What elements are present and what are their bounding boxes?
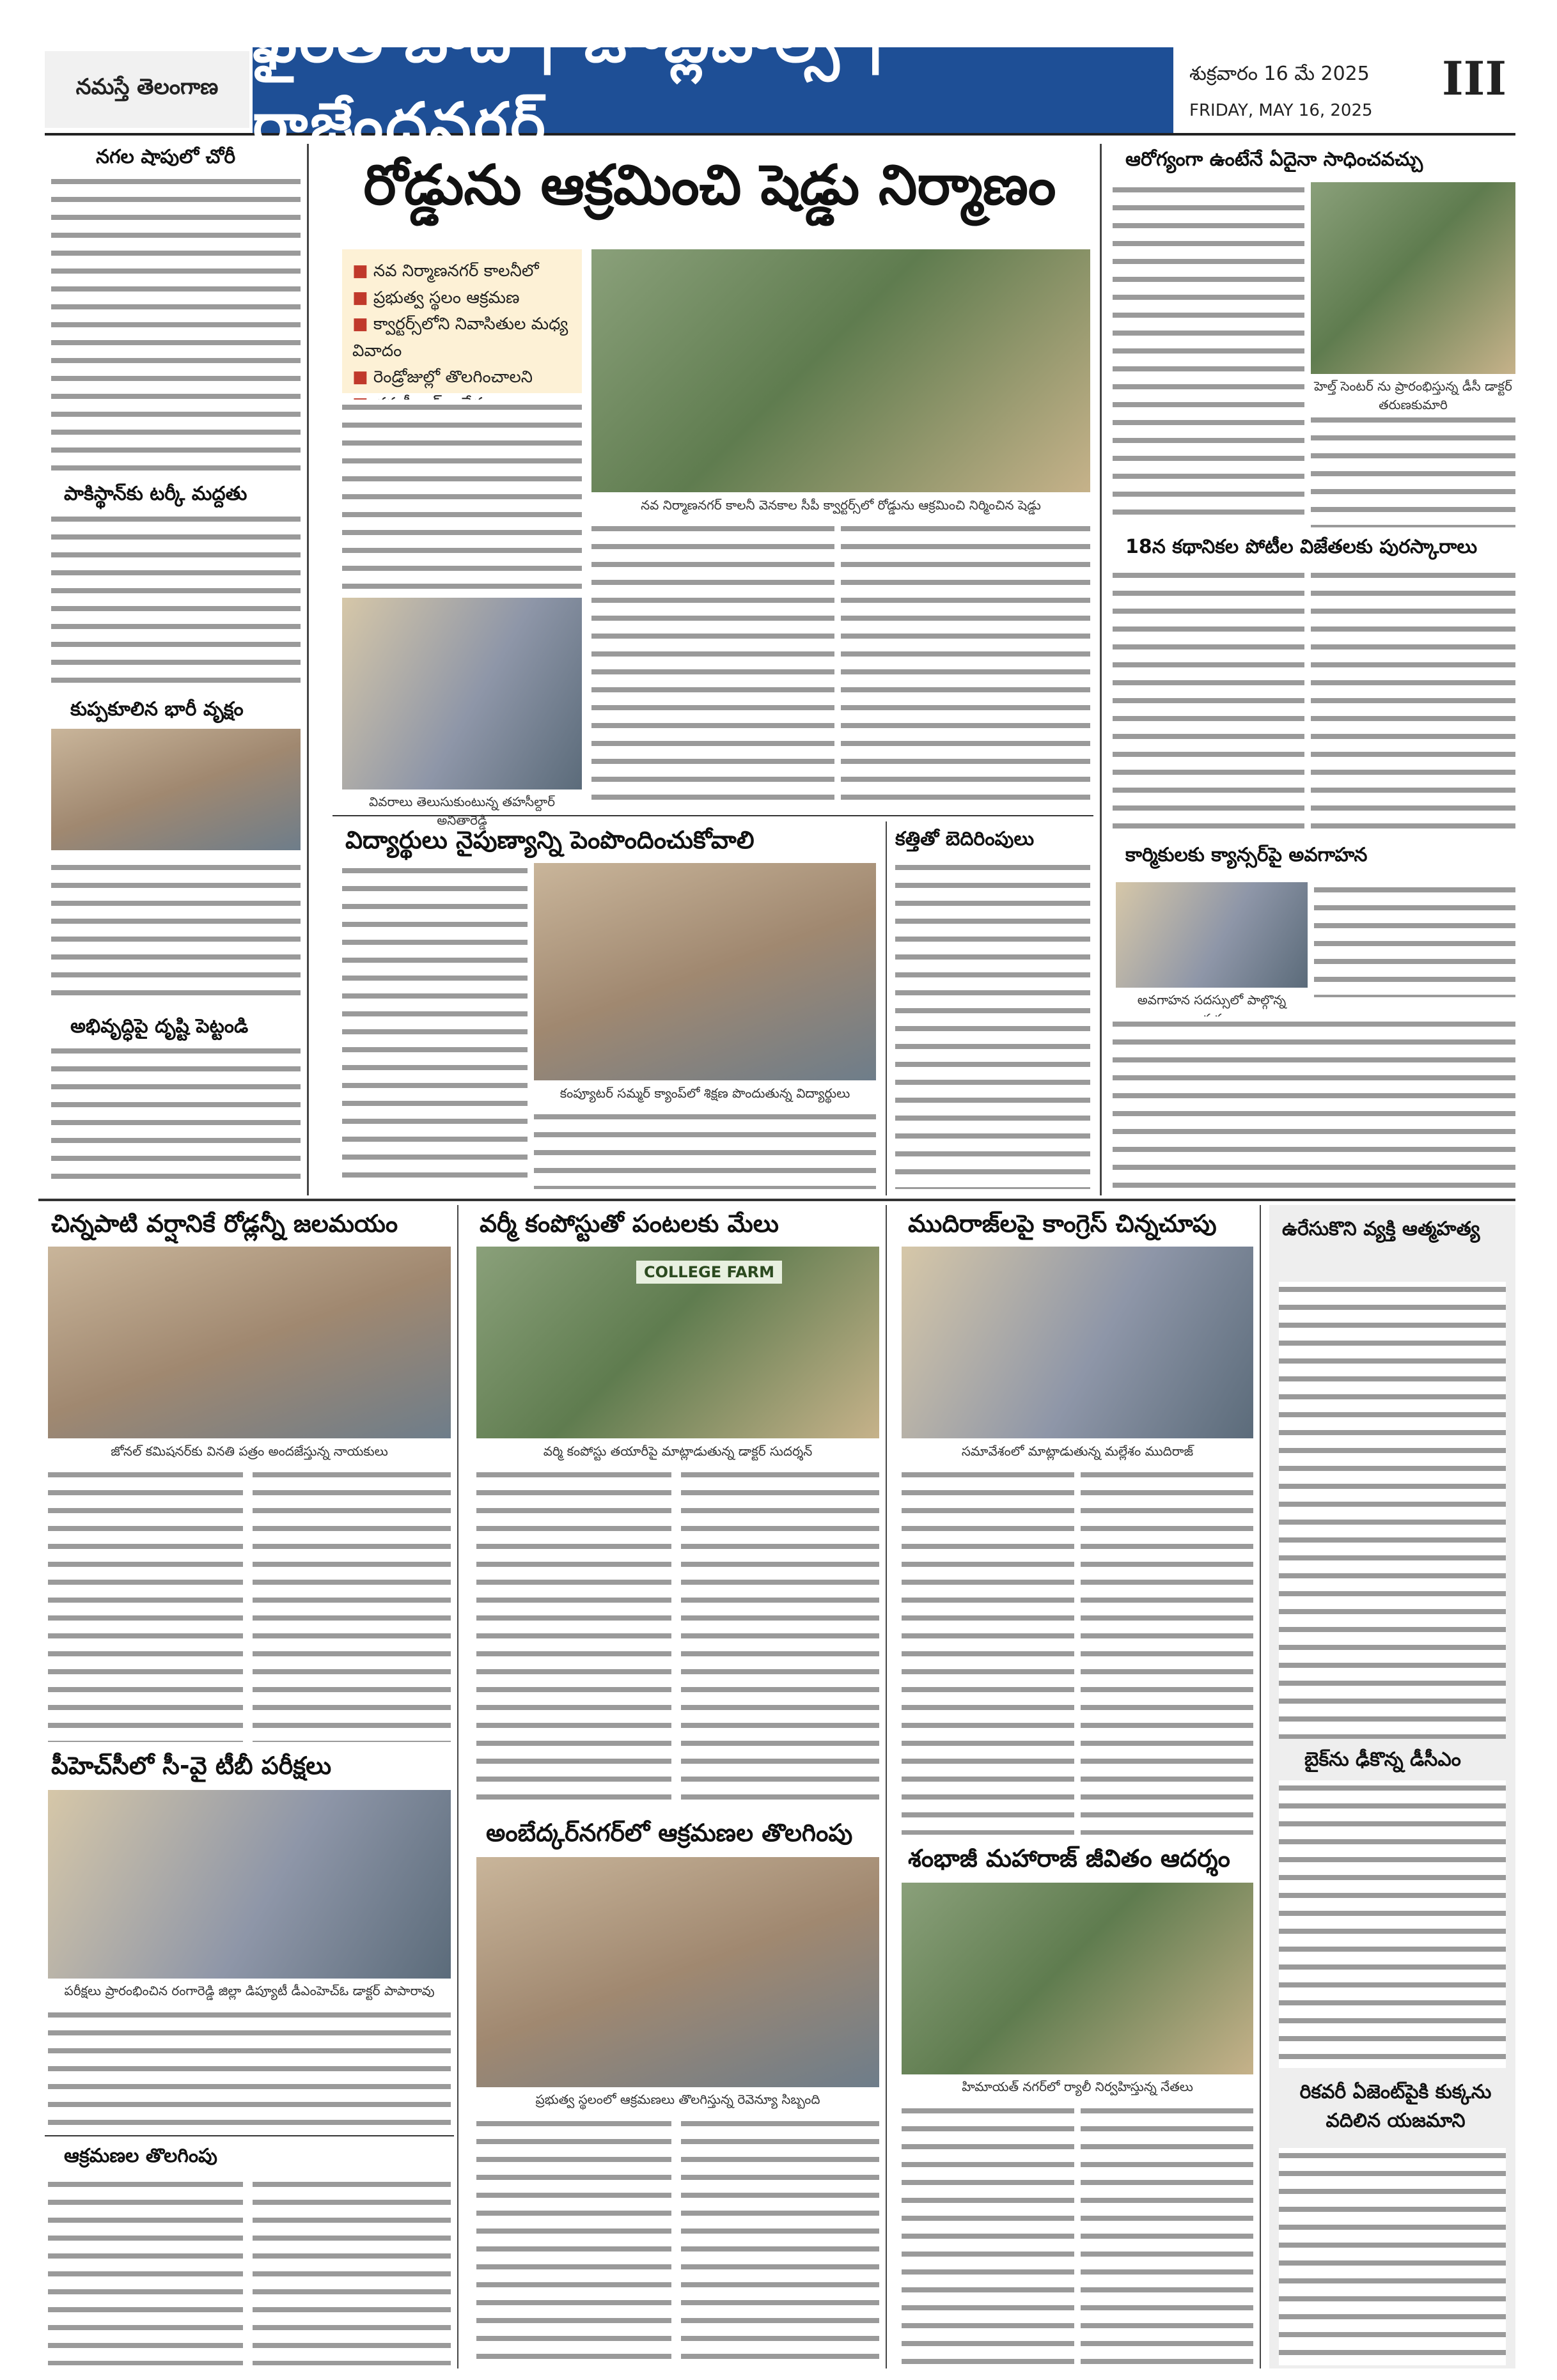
highlight-item: ■ ప్రభుత్వ స్థలం ఆక్రమణ: [352, 285, 572, 312]
article-body: [681, 1467, 879, 1806]
article-body: [51, 174, 301, 474]
photo-caption: అవగాహన సదస్సులో పాల్గొన్న: [1137, 992, 1287, 1007]
article-body: [48, 2177, 243, 2365]
article-body: [1113, 182, 1304, 527]
article-headline: రికవరీ ఏజెంట్‌పైకి కుక్కను వదిలిన యజమాని: [1299, 2081, 1492, 2132]
article-headline: కత్తితో బెదిరింపులు: [895, 828, 1035, 850]
article-headline: బైక్‌ను ఢీకొన్న డీసీఎం: [1304, 1748, 1461, 1771]
article-headline: విద్యార్థులు నైపుణ్యాన్ని పెంపొందించుకోవాలి: [345, 826, 755, 854]
section-title: ఖైరతాబాద్ | జూబ్లీహిల్స్ | రాజేంద్రనగర్: [253, 47, 1173, 133]
article-headline: పీహెచ్‌సీలో సీ-వై టీబీ పరీక్షలు: [51, 1752, 332, 1780]
fallen-tree-photo: [51, 729, 301, 850]
highlight-item: ■ నవ నిర్మాణనగర్ కాలనీలో: [352, 258, 572, 285]
brand-label: నమస్తే తెలంగాణ: [45, 51, 249, 128]
article-body: [1311, 412, 1515, 527]
article-body: [48, 1467, 243, 1742]
article-headline: నగల షాపులో చోరీ: [96, 146, 236, 168]
article-body: [51, 860, 301, 1007]
article-body: [51, 511, 301, 690]
article-headline: పాకిస్థాన్‌కు టర్కీ మద్దతు: [64, 483, 247, 505]
awareness-photo: [1116, 882, 1308, 988]
column-separator: [1260, 1205, 1261, 2368]
college-farm-sign: COLLEGE FARM: [636, 1261, 782, 1284]
article-headline: శంభాజీ మహారాజ్ జీవితం ఆదర్శం: [908, 1844, 1230, 1872]
article-body: [1311, 568, 1515, 836]
encroachment-photo: [476, 1857, 879, 2087]
photo-caption: వర్మి కంపోస్టు తయారీపై మాట్లాడుతున్న డాక్టర్ సుదర్శన్: [543, 1443, 813, 1459]
article-body: [591, 521, 834, 802]
article-body: [1279, 2148, 1506, 2365]
photo-caption: నవ నిర్మాణనగర్ కాలనీ వెనకాల సీపీ క్వార్టర్స్‌లో రోడ్డును ఆక్రమించి నిర్మించిన షెడ్డు: [641, 497, 1041, 513]
article-body: [253, 1467, 451, 1742]
column-separator: [457, 1205, 458, 2368]
article-body: [895, 860, 1090, 1189]
article-body: [841, 521, 1090, 802]
highlight-item: ■ క్వార్టర్స్‌లోని నివాసితుల మధ్య వివాదం: [352, 311, 572, 364]
article-body: [48, 2007, 451, 2126]
lead-highlights: [342, 249, 582, 393]
column-separator: [886, 821, 887, 1195]
article-headline: ఉరేసుకొని వ్యక్తి ఆత్మహత్య: [1282, 1218, 1480, 1240]
column-separator: [307, 144, 309, 1195]
column-separator: [1100, 144, 1102, 1195]
photo-caption: హెల్త్ సెంటర్ ను ప్రారంభిస్తున్న డీసీ డాక్టర్ తరుణకుమారి: [1314, 378, 1512, 412]
article-body: [1081, 1467, 1253, 1835]
article-headline: అంబేద్కర్‌నగర్‌లో ఆక్రమణల తొలగింపు: [486, 1819, 853, 1847]
article-body: [1113, 568, 1304, 836]
article-headline: వర్మీ కంపోస్టుతో పంటలకు మేలు: [480, 1209, 779, 1238]
article-body: [476, 1467, 671, 1806]
article-headline: 18న కథానికల పోటీల విజేతలకు పురస్కారాలు: [1125, 536, 1478, 558]
tb-test-photo: [48, 1790, 451, 1979]
article-body: [534, 1109, 876, 1189]
article-headline: కార్మికులకు క్యాన్సర్‌పై అవగాహన: [1125, 844, 1368, 866]
highlight-item: ■ రెండ్రోజుల్లో తొలగించాలని: [352, 364, 572, 391]
article-headline: చిన్నపాటి వర్షానికే రోడ్లన్నీ జలమయం: [51, 1209, 398, 1238]
article-divider: [333, 815, 1093, 816]
article-headline: అభివృద్ధిపై దృష్టి పెట్టండి: [70, 1015, 249, 1038]
health-centre-photo: [1311, 182, 1515, 374]
lead-headline: రోడ్డును ఆక్రమించి షెడ్డు నిర్మాణం: [363, 153, 1056, 217]
photo-caption: ప్రభుత్వ స్థలంలో ఆక్రమణలు తొలగిస్తున్న రెవెన్యూ సిబ్బంది: [535, 2092, 820, 2107]
petition-photo: [48, 1247, 451, 1438]
college-farm-photo: [476, 1247, 879, 1438]
article-body: [1279, 1282, 1506, 1739]
article-body: [681, 2116, 879, 2365]
date-telugu: శుక్రవారం 16 మే 2025: [1189, 63, 1370, 85]
rally-photo: [902, 1883, 1253, 2074]
lead-photo: [591, 249, 1090, 492]
article-headline: ముదిరాజ్‌లపై కాంగ్రెస్ చిన్నచూపు: [908, 1209, 1217, 1238]
article-body: [1279, 1780, 1506, 2068]
photo-caption: జోనల్ కమిషనర్‌కు వినతి పత్రం అందజేస్తున్న నాయకులు: [111, 1443, 388, 1459]
article-headline: ఆక్రమణల తొలగింపు: [64, 2145, 217, 2167]
article-body: [1314, 882, 1515, 997]
article-body: [476, 2116, 671, 2365]
column-separator: [886, 1205, 887, 2368]
article-divider: [45, 2135, 454, 2136]
article-body: [253, 2177, 451, 2365]
photo-caption: వివరాలు తెలుసుకుంటున్న తహసీల్దార్ అనితారెడ్డి: [369, 794, 555, 828]
article-body: [1113, 1016, 1515, 1189]
article-body: [342, 400, 582, 591]
article-body: [51, 1043, 301, 1187]
summer-camp-photo: [534, 863, 876, 1080]
photo-caption: సమావేశంలో మాట్లాడుతున్న మల్లేశం ముదిరాజ్: [961, 1443, 1194, 1459]
article-headline: ఆరోగ్యంగా ఉంటేనే ఏదైనా సాధించవచ్చు: [1125, 148, 1423, 171]
article-body: [1081, 2103, 1253, 2365]
article-body: [902, 2103, 1074, 2365]
photo-caption: హిమాయత్ నగర్‌లో ర్యాలీ నిర్వహిస్తున్న నేతలు: [962, 2079, 1193, 2094]
section-divider: [38, 1199, 1515, 1201]
article-headline: కుప్పకూలిన భారీ వృక్షం: [70, 698, 244, 720]
date-english: FRIDAY, MAY 16, 2025: [1189, 101, 1373, 120]
press-meet-photo: [902, 1247, 1253, 1438]
page-number: III: [1442, 51, 1507, 105]
photo-caption: పరీక్షలు ప్రారంభించిన రంగారెడ్డి జిల్లా డిప్యూటీ డీఎంహెచ్‌ఓ డాక్టర్ పాపారావు: [64, 1983, 435, 1998]
lead-secondary-photo: [342, 598, 582, 789]
article-body: [342, 863, 528, 1189]
article-body: [902, 1467, 1074, 1835]
photo-caption: కంప్యూటర్ సమ్మర్ క్యాంప్‌లో శిక్షణ పొందుతున్న విద్యార్థులు: [559, 1085, 850, 1101]
